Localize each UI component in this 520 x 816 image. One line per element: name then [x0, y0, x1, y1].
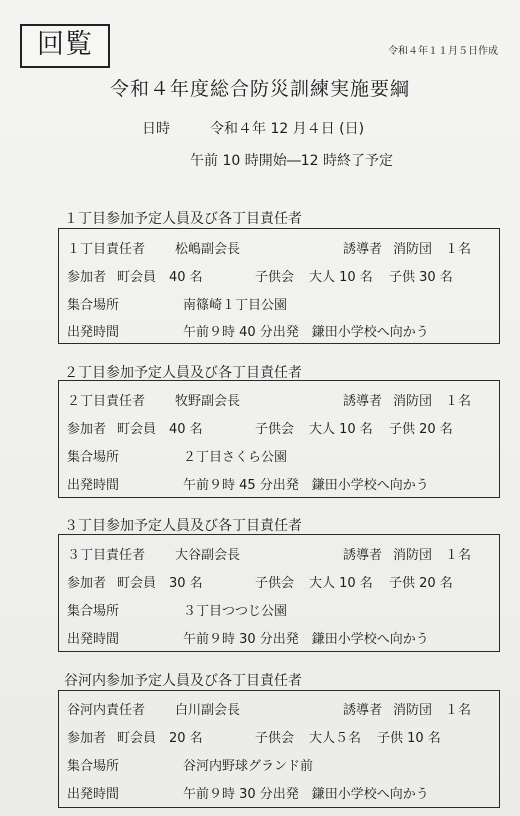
adults-count: 大人 10 名	[309, 422, 373, 437]
meeting-place: 谷河内野球グランド前	[183, 759, 314, 774]
schedule-time: 午前 10 時開始―12 時終了予定	[190, 153, 393, 169]
departure-time: 午前９時 45 分出発 鎌田小学校へ向かう	[183, 478, 429, 493]
leader-label: ３丁目責任者	[67, 548, 146, 563]
section-box	[58, 380, 500, 498]
section-heading: ２丁目参加予定人員及び各丁目責任者	[64, 365, 302, 381]
schedule-date: 令和４年 12 月４日 (日)	[210, 121, 365, 137]
guide-value: 消防団 １名	[393, 242, 472, 257]
members-count: 町会員 30 名	[117, 576, 203, 591]
members-count: 町会員 40 名	[117, 422, 203, 437]
departure-label: 出発時間	[67, 478, 120, 493]
participants-label: 参加者	[67, 731, 107, 746]
circulation-stamp: 回覧	[20, 24, 110, 68]
leader-label: 谷河内責任者	[67, 703, 146, 718]
participants-row	[59, 727, 499, 751]
departure-row	[59, 628, 499, 652]
section-box	[58, 534, 500, 652]
leader-row	[59, 238, 499, 262]
guide-label: 誘導者	[343, 242, 383, 257]
created-date: 令和４年１１月５日作成	[388, 46, 498, 57]
participants-label: 参加者	[67, 270, 107, 285]
meeting-place: ２丁目さくら公園	[183, 450, 288, 465]
adults-count: 大人 10 名	[309, 270, 373, 285]
guide-value: 消防団 １名	[393, 548, 472, 563]
kids-club-label: 子供会	[255, 731, 295, 746]
participants-row	[59, 418, 499, 442]
members-count: 町会員 20 名	[117, 731, 203, 746]
meeting-label: 集合場所	[67, 298, 120, 313]
participants-label: 参加者	[67, 576, 107, 591]
guide-label: 誘導者	[343, 703, 383, 718]
adults-count: 大人５名	[309, 731, 362, 746]
leader-name: 白川副会長	[175, 703, 241, 718]
guide-label: 誘導者	[343, 394, 383, 409]
participants-label: 参加者	[67, 422, 107, 437]
leader-name: 松嶋副会長	[175, 242, 241, 257]
leader-label: ２丁目責任者	[67, 394, 146, 409]
departure-time: 午前９時 30 分出発 鎌田小学校へ向かう	[183, 632, 429, 647]
children-count: 子供 10 名	[377, 731, 441, 746]
leader-row	[59, 544, 499, 568]
leader-row	[59, 699, 499, 723]
leader-name: 牧野副会長	[175, 394, 241, 409]
guide-value: 消防団 １名	[393, 703, 472, 718]
departure-time: 午前９時 30 分出発 鎌田小学校へ向かう	[183, 787, 429, 802]
meeting-label: 集合場所	[67, 604, 120, 619]
document-title: 令和４年度総合防災訓練実施要綱	[109, 78, 410, 100]
section-box	[58, 690, 500, 808]
kids-club-label: 子供会	[255, 576, 295, 591]
meeting-row	[59, 600, 499, 624]
adults-count: 大人 10 名	[309, 576, 373, 591]
meeting-label: 集合場所	[67, 759, 120, 774]
departure-row	[59, 474, 499, 498]
section-heading: 谷河内参加予定人員及び各丁目責任者	[64, 673, 302, 689]
guide-value: 消防団 １名	[393, 394, 472, 409]
meeting-place: 南篠崎１丁目公園	[183, 298, 288, 313]
children-count: 子供 20 名	[389, 422, 453, 437]
meeting-place: ３丁目つつじ公園	[183, 604, 288, 619]
participants-row	[59, 572, 499, 596]
schedule-label: 日時	[142, 121, 170, 137]
departure-row	[59, 783, 499, 807]
meeting-row	[59, 294, 499, 318]
participants-row	[59, 266, 499, 290]
kids-club-label: 子供会	[255, 270, 295, 285]
departure-label: 出発時間	[67, 325, 120, 340]
leader-label: １丁目責任者	[67, 242, 146, 257]
children-count: 子供 30 名	[389, 270, 453, 285]
departure-label: 出発時間	[67, 632, 120, 647]
leader-name: 大谷副会長	[175, 548, 241, 563]
section-box	[58, 228, 500, 344]
kids-club-label: 子供会	[255, 422, 295, 437]
meeting-row	[59, 755, 499, 779]
children-count: 子供 20 名	[389, 576, 453, 591]
meeting-row	[59, 446, 499, 470]
members-count: 町会員 40 名	[117, 270, 203, 285]
departure-label: 出発時間	[67, 787, 120, 802]
leader-row	[59, 390, 499, 414]
guide-label: 誘導者	[343, 548, 383, 563]
section-heading: １丁目参加予定人員及び各丁目責任者	[64, 211, 302, 227]
departure-time: 午前９時 40 分出発 鎌田小学校へ向かう	[183, 325, 429, 340]
departure-row	[59, 321, 499, 345]
section-heading: ３丁目参加予定人員及び各丁目責任者	[64, 518, 302, 534]
meeting-label: 集合場所	[67, 450, 120, 465]
